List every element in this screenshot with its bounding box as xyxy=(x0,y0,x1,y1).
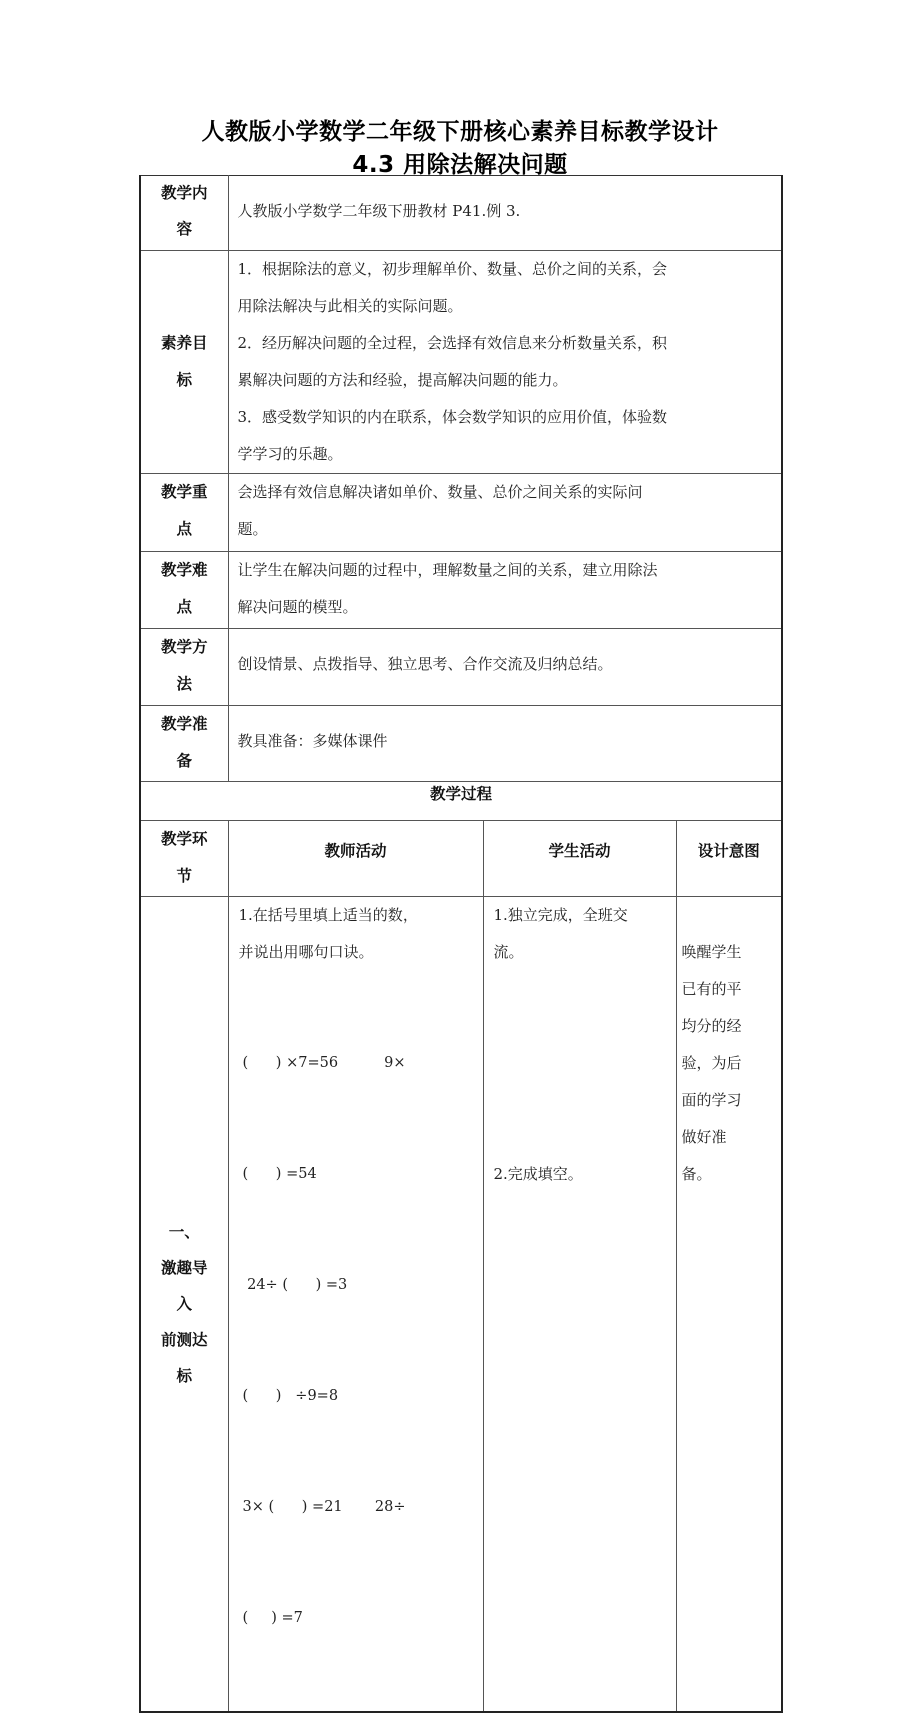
label-text: 教学方 xyxy=(160,638,208,656)
header-text: 教师活动 xyxy=(324,842,387,860)
row-label xyxy=(140,552,228,629)
equation-line: 3× ( ) =21 28÷ xyxy=(242,1499,406,1515)
header-text: 设计意图 xyxy=(697,842,760,860)
stage-text: 标 xyxy=(176,1367,192,1385)
label-text: 教学环 xyxy=(160,830,208,848)
column-header-student xyxy=(483,821,676,897)
equation-line: ( ) ×7=56 9× xyxy=(242,1055,406,1071)
stage-cell xyxy=(140,897,228,1713)
intent-line: 已有的平 xyxy=(681,980,742,998)
column-header-stage xyxy=(140,821,228,897)
content-line: 解决问题的模型。 xyxy=(237,598,358,616)
label-text: 容 xyxy=(176,220,192,238)
process-heading-cell xyxy=(140,782,782,821)
intent-line: 均分的经 xyxy=(681,1017,742,1035)
row-teaching-difficulty xyxy=(140,552,782,629)
label-text: 点 xyxy=(176,598,192,616)
row-teaching-preparation xyxy=(140,706,782,782)
row-content xyxy=(228,251,782,474)
design-intent-cell xyxy=(676,897,782,1713)
equation-line: ( ) =54 xyxy=(242,1166,317,1182)
content-line: 会选择有效信息解决诸如单价、数量、总价之间关系的实际问 xyxy=(237,483,643,501)
label-text: 点 xyxy=(176,520,192,538)
header-text: 学生活动 xyxy=(548,842,611,860)
student-line xyxy=(494,1008,672,1045)
stage-text: 激趣导 xyxy=(160,1259,208,1277)
intent-line: 验，为后 xyxy=(681,1054,742,1072)
content-line: 教具准备：多媒体课件 xyxy=(237,732,388,750)
row-label xyxy=(140,474,228,552)
intent-line: 面的学习 xyxy=(681,1091,742,1109)
content-line: 3．感受数学知识的内在联系，体会数学知识的应用价值，体验数 xyxy=(237,408,668,426)
label-text: 节 xyxy=(176,867,192,885)
intent-line: 唤醒学生 xyxy=(681,943,742,961)
intent-line: 做好准 xyxy=(681,1128,727,1146)
row-teaching-method xyxy=(140,629,782,706)
row-label xyxy=(140,629,228,706)
student-line: 流。 xyxy=(493,943,524,961)
content-line: 累解决问题的方法和经验，提高解决问题的能力。 xyxy=(237,371,568,389)
teacher-activity-cell xyxy=(228,897,483,1713)
content-line: 题。 xyxy=(237,520,268,538)
row-content xyxy=(228,176,782,251)
label-text: 法 xyxy=(176,675,192,693)
row-content xyxy=(228,629,782,706)
content-line: 2．经历解决问题的全过程，会选择有效信息来分析数量关系，积 xyxy=(237,334,668,352)
equation-line: ( ) =7 xyxy=(242,1610,303,1626)
teacher-line: 1.在括号里填上适当的数， xyxy=(238,906,418,924)
document-title: 人教版小学数学二年级下册核心素养目标教学设计 xyxy=(201,119,719,145)
row-label xyxy=(140,251,228,474)
process-column-headers xyxy=(140,821,782,897)
student-line: 2.完成填空。 xyxy=(493,1165,583,1183)
document-subtitle: 4.3 用除法解决问题 xyxy=(352,152,568,178)
column-header-teacher xyxy=(228,821,483,897)
student-line xyxy=(494,971,672,1008)
label-text: 素养目 xyxy=(160,334,208,352)
intent-line: 备。 xyxy=(681,1165,712,1183)
label-text: 备 xyxy=(176,752,192,770)
content-line: 用除法解决与此相关的实际问题。 xyxy=(237,297,463,315)
content-line: 让学生在解决问题的过程中，理解数量之间的关系，建立用除法 xyxy=(237,561,658,579)
row-label xyxy=(140,176,228,251)
student-line xyxy=(494,1045,672,1082)
student-line xyxy=(494,1119,672,1156)
row-content xyxy=(228,706,782,782)
row-content xyxy=(228,474,782,552)
label-text: 标 xyxy=(176,371,192,389)
row-teaching-focus xyxy=(140,474,782,552)
intent-line xyxy=(682,897,778,934)
label-text: 教学难 xyxy=(160,561,208,579)
content-line: 1．根据除法的意义，初步理解单价、数量、总价之间的关系，会 xyxy=(237,260,668,278)
stage-text: 入 xyxy=(176,1295,192,1313)
row-teaching-content xyxy=(140,176,782,251)
stage-text: 一、 xyxy=(168,1223,200,1241)
row-label xyxy=(140,706,228,782)
process-heading: 教学过程 xyxy=(430,785,493,803)
content-line: 学学习的乐趣。 xyxy=(237,445,343,463)
student-line xyxy=(494,1082,672,1119)
stage-text: 前测达 xyxy=(160,1331,208,1349)
process-heading-row xyxy=(140,782,782,821)
equation-line: 24÷ ( ) =3 xyxy=(242,1277,348,1293)
label-text: 教学重 xyxy=(160,483,208,501)
process-row-warmup xyxy=(140,897,782,1713)
column-header-intent xyxy=(676,821,782,897)
student-line: 1.独立完成，全班交 xyxy=(493,906,628,924)
equation-line: ( ) ÷9=8 xyxy=(242,1388,339,1404)
label-text: 教学内 xyxy=(160,184,208,202)
lesson-plan-table xyxy=(139,175,783,1713)
content-line: 人教版小学数学二年级下册教材 P41.例 3. xyxy=(237,202,521,220)
teacher-line: 并说出用哪句口诀。 xyxy=(238,943,374,961)
content-line: 创设情景、点拨指导、独立思考、合作交流及归纳总结。 xyxy=(237,655,613,673)
row-content xyxy=(228,552,782,629)
row-core-literacy-goals xyxy=(140,251,782,474)
student-activity-cell xyxy=(483,897,676,1713)
label-text: 教学准 xyxy=(160,715,208,733)
